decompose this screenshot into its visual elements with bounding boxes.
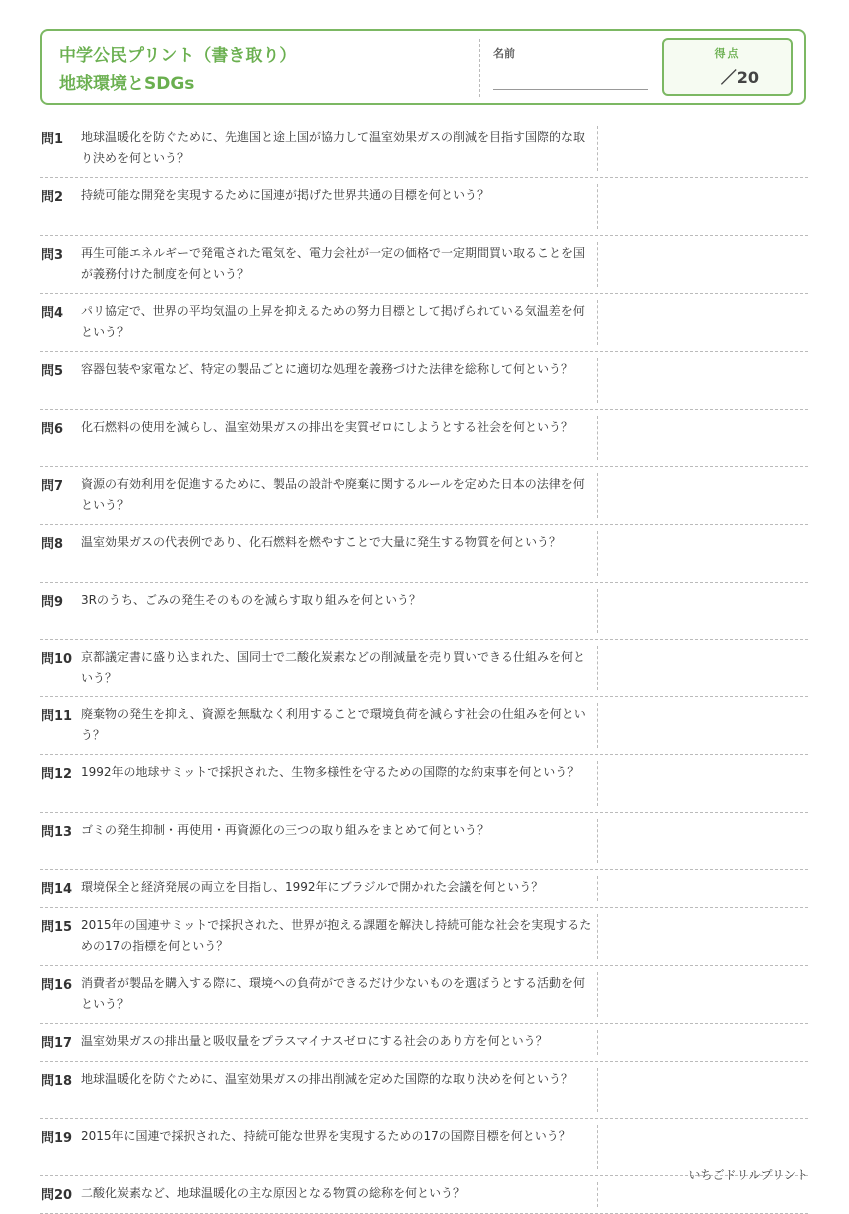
answer-divider <box>597 876 598 901</box>
answer-divider <box>597 531 598 576</box>
answer-divider <box>597 819 598 863</box>
question-row <box>40 467 808 525</box>
question-number: 問1 <box>41 132 64 147</box>
question-text: 消費者が製品を購入する際に、環境への負荷ができるだけ少ないものを選ぼうとする活動を何という？ <box>81 976 586 1011</box>
question-text: 地球温暖化を防ぐために、先進国と途上国が協力して温室効果ガスの削減を目指す国際的な取り決めを何という？ <box>81 130 586 165</box>
question-number: 問8 <box>41 537 64 552</box>
question-number: 問9 <box>41 595 64 610</box>
answer-divider <box>597 473 598 518</box>
worksheet-subtitle: 地球環境とSDGs <box>59 74 195 94</box>
answer-field[interactable] <box>600 1028 808 1057</box>
question-text: ゴミの発生抑制・再使用・再資源化の三つの取り組みをまとめて何という？ <box>81 823 490 837</box>
answer-divider <box>597 589 598 633</box>
question-row <box>40 640 808 697</box>
question-row <box>40 697 808 755</box>
score-total: ／20 <box>720 68 759 87</box>
worksheet-title: 中学公民プリント（書き取り） <box>59 46 297 66</box>
question-number: 問7 <box>41 479 64 494</box>
answer-field[interactable] <box>600 182 808 231</box>
question-number: 問3 <box>41 248 64 263</box>
question-number: 問16 <box>41 978 73 993</box>
question-number: 問2 <box>41 190 64 205</box>
question-number: 問13 <box>41 825 73 840</box>
question-text: 化石燃料の使用を減らし、温室効果ガスの排出を実質ゼロにしようとする社会を何という？ <box>81 420 574 434</box>
question-text: 2015年に国連で採択された、持続可能な世界を実現するための17の国際目標を何という？ <box>81 1129 571 1143</box>
question-number: 問14 <box>41 882 73 897</box>
question-text: 地球温暖化を防ぐために、温室効果ガスの排出削減を定めた国際的な取り決めを何という？ <box>81 1072 574 1086</box>
question-number: 問20 <box>41 1188 73 1203</box>
answer-field[interactable] <box>600 124 808 173</box>
question-text: 2015年の国連サミットで採択された、世界が抱える課題を解決し持続可能な社会を実現するための17の指標を何という？ <box>81 918 592 953</box>
answer-divider <box>597 242 598 287</box>
answer-field[interactable] <box>600 817 808 865</box>
question-row <box>40 294 808 352</box>
answer-divider <box>597 126 598 171</box>
question-text: 再生可能エネルギーで発電された電気を、電力会社が一定の価格で一定期間買い取ることを国が義務付けた制度を何という？ <box>81 246 586 281</box>
question-number: 問5 <box>41 364 64 379</box>
question-row <box>40 410 808 467</box>
question-number: 問10 <box>41 652 73 667</box>
answer-divider <box>597 1125 598 1169</box>
question-row <box>40 178 808 236</box>
answer-field[interactable] <box>600 759 808 808</box>
question-row <box>40 1062 808 1119</box>
answer-divider <box>597 703 598 748</box>
question-text: 廃棄物の発生を抑え、資源を無駄なく利用することで環境負荷を減らす社会の仕組みを何という？ <box>81 707 586 742</box>
question-row <box>40 236 808 294</box>
question-row <box>40 120 808 178</box>
question-number: 問12 <box>41 767 73 782</box>
question-row <box>40 1024 808 1062</box>
question-row <box>40 583 808 640</box>
question-row <box>40 908 808 966</box>
question-text: 1992年の地球サミットで採択された、生物多様性を守るための国際的な約束事を何という？ <box>81 765 580 779</box>
question-list <box>40 120 808 1214</box>
answer-field[interactable] <box>600 701 808 750</box>
answer-divider <box>597 300 598 345</box>
answer-field[interactable] <box>600 356 808 405</box>
question-row <box>40 352 808 410</box>
name-label: 名前 <box>493 47 515 60</box>
answer-field[interactable] <box>600 240 808 289</box>
answer-field[interactable] <box>600 644 808 692</box>
answer-field[interactable] <box>600 1066 808 1114</box>
question-number: 問4 <box>41 306 64 321</box>
answer-field[interactable] <box>600 414 808 462</box>
question-number: 問17 <box>41 1036 73 1051</box>
answer-divider <box>597 646 598 690</box>
question-text: 資源の有効利用を促進するために、製品の設計や廃棄に関するルールを定めた日本の法律を何という？ <box>81 477 585 512</box>
question-text: 環境保全と経済発展の両立を目指し、1992年にブラジルで開かれた会議を何という？ <box>81 880 544 894</box>
question-row <box>40 755 808 813</box>
question-row <box>40 870 808 908</box>
answer-divider <box>597 358 598 403</box>
name-field[interactable] <box>493 89 648 90</box>
answer-divider <box>597 972 598 1017</box>
answer-divider <box>597 1068 598 1112</box>
score-box <box>662 38 793 96</box>
answer-divider <box>597 1030 598 1055</box>
footer-brand: いちごドリルプリント <box>688 1168 808 1182</box>
question-number: 問6 <box>41 422 64 437</box>
answer-divider <box>597 761 598 806</box>
answer-field[interactable] <box>600 874 808 903</box>
answer-divider <box>597 914 598 959</box>
question-text: パリ協定で、世界の平均気温の上昇を抑えるための努力目標として掲げられている気温差を何という？ <box>81 304 585 339</box>
question-text: 二酸化炭素など、地球温暖化の主な原因となる物質の総称を何という？ <box>81 1186 466 1200</box>
question-row <box>40 813 808 870</box>
answer-divider <box>597 416 598 460</box>
answer-field[interactable] <box>600 1180 808 1209</box>
question-text: 温室効果ガスの代表例であり、化石燃料を燃やすことで大量に発生する物質を何という？ <box>81 535 562 549</box>
question-text: 3Rのうち、ごみの発生そのものを減らす取り組みを何という？ <box>81 593 421 607</box>
answer-divider <box>597 1182 598 1207</box>
answer-field[interactable] <box>600 1123 808 1171</box>
answer-field[interactable] <box>600 970 808 1019</box>
answer-field[interactable] <box>600 912 808 961</box>
answer-field[interactable] <box>600 529 808 578</box>
score-label: 得点 <box>714 47 741 60</box>
question-number: 問11 <box>41 709 73 724</box>
question-row <box>40 525 808 583</box>
worksheet-header <box>40 29 806 105</box>
question-number: 問15 <box>41 920 73 935</box>
question-text: 容器包装や家電など、特定の製品ごとに適切な処理を義務づけた法律を総称して何という？ <box>81 362 574 376</box>
question-text: 京都議定書に盛り込まれた、国同士で二酸化炭素などの削減量を売り買いできる仕組みを何という？ <box>81 650 586 685</box>
question-text: 温室効果ガスの排出量と吸収量をプラスマイナスゼロにする社会のあり方を何という？ <box>81 1034 548 1048</box>
answer-divider <box>597 184 598 229</box>
answer-field[interactable] <box>600 587 808 635</box>
answer-field[interactable] <box>600 298 808 347</box>
question-row <box>40 966 808 1024</box>
header-divider <box>479 39 480 97</box>
question-number: 問18 <box>41 1074 73 1089</box>
question-number: 問19 <box>41 1131 73 1146</box>
question-text: 持続可能な開発を実現するために国連が掲げた世界共通の目標を何という？ <box>81 188 490 202</box>
answer-field[interactable] <box>600 471 808 520</box>
